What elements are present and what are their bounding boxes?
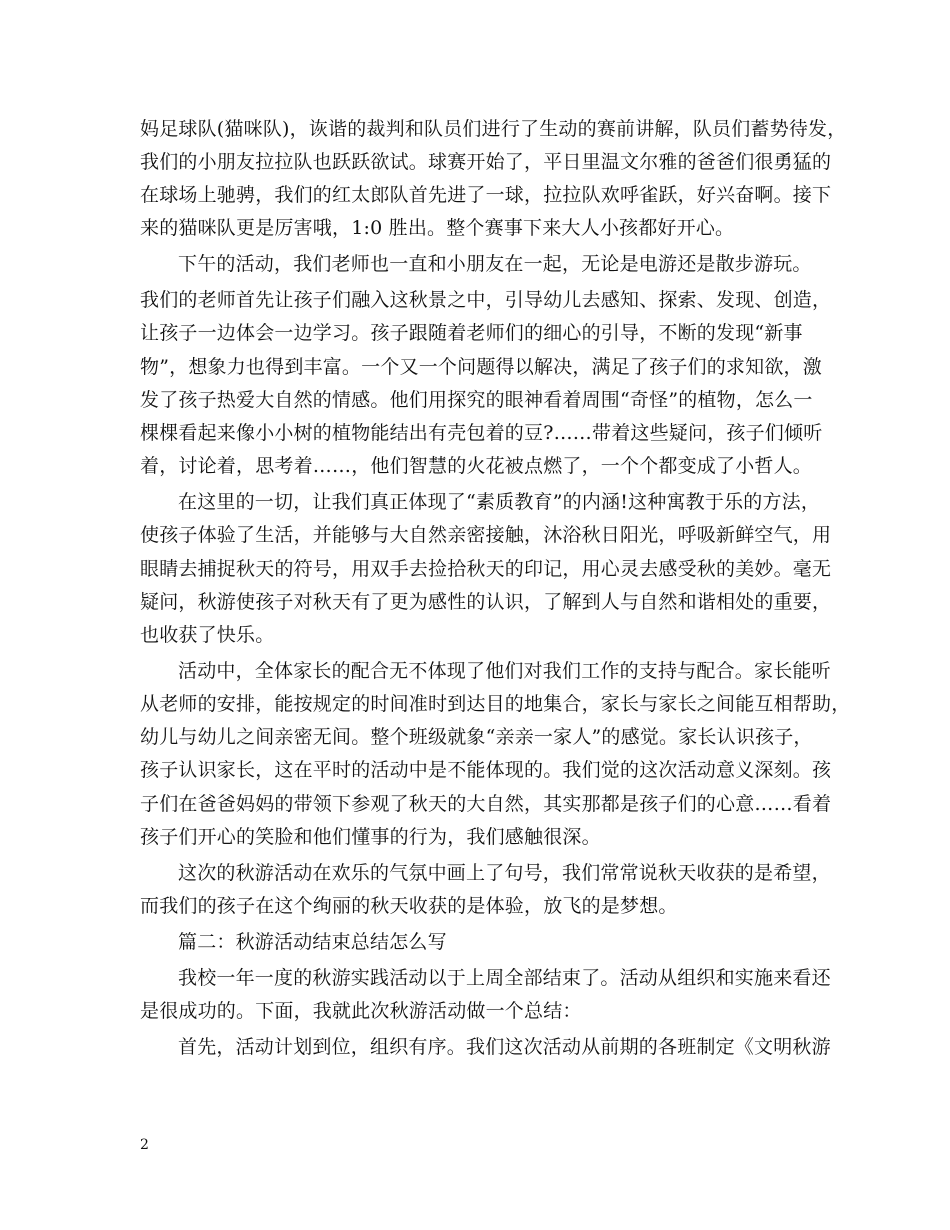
- text-line: 眼睛去捕捉秋天的符号，用双手去捡拾秋天的印记，用心灵去感受秋的美妙。毫无: [140, 558, 832, 580]
- text-line: 在这里的一切，让我们真正体现了“素质教育”的内涵!这种寓教于乐的方法，: [178, 491, 821, 513]
- text-line: 妈足球队(猫咪队)，诙谐的裁判和队员们进行了生动的赛前讲解，队员们蓄势待发，: [140, 118, 847, 140]
- text-line: 棵棵看起来像小小树的植物能结出有壳包着的豆?……带着这些疑问，孩子们倾听: [140, 422, 823, 444]
- text-line: 孩子们开心的笑脸和他们懂事的行为，我们感触很深。: [140, 826, 601, 848]
- text-line: 这次的秋游活动在欢乐的气氛中画上了句号，我们常常说秋天收获的是希望，: [178, 862, 831, 884]
- text-line: 孩子认识家长，这在平时的活动中是不能体现的。我们觉的这次活动意义深刻。孩: [140, 759, 832, 781]
- page-number: 2: [140, 1137, 149, 1153]
- text-line: 来的猫咪队更是厉害哦，1:0 胜出。整个赛事下来大人小孩都好开心。: [140, 217, 735, 239]
- text-line: 子们在爸爸妈妈的带领下参观了秋天的大自然，其实那都是孩子们的心意……看着: [140, 793, 832, 815]
- text-line: 也收获了快乐。: [140, 624, 275, 646]
- text-line: 使孩子体验了生活，并能够与大自然亲密接触，沐浴秋日阳光，呼吸新鲜空气，用: [140, 524, 832, 546]
- text-line: 首先，活动计划到位，组织有序。我们这次活动从前期的各班制定《文明秋游: [178, 1036, 831, 1058]
- text-line: 在球场上驰骋，我们的红太郎队首先进了一球，拉拉队欢呼雀跃，好兴奋啊。接下: [140, 184, 832, 206]
- text-line: 而我们的孩子在这个绚丽的秋天收获的是体验，放飞的是梦想。: [140, 895, 678, 917]
- text-line: 下午的活动，我们老师也一直和小朋友在一起，无论是电游还是散步游玩。: [178, 253, 812, 275]
- text-line: 疑问，秋游使孩子对秋天有了更为感性的认识，了解到人与自然和谐相处的重要，: [140, 591, 832, 613]
- text-line: 活动中，全体家长的配合无不体现了他们对我们工作的支持与配合。家长能听: [178, 660, 831, 682]
- text-line: 发了孩子热爱大自然的情感。他们用探究的眼神看着周围“奇怪”的植物，怎么一: [140, 389, 813, 411]
- text-line: 让孩子一边体会一边学习。孩子跟随着老师们的细心的引导，不断的发现“新事: [140, 322, 803, 344]
- text-line: 我们的小朋友拉拉队也跃跃欲试。球赛开始了，平日里温文尔雅的爸爸们很勇猛的: [140, 151, 832, 173]
- text-line: 着，讨论着，思考着……，他们智慧的火花被点燃了，一个个都变成了小哲人。: [140, 455, 813, 477]
- text-line: 幼儿与幼儿之间亲密无间。整个班级就象“亲亲一家人”的感觉。家长认识孩子，: [140, 726, 813, 748]
- text-line: 我校一年一度的秋游实践活动以于上周全部结束了。活动从组织和实施来看还: [178, 967, 831, 989]
- text-line: 从老师的安排，能按规定的时间准时到达目的地集合，家长与家长之间能互相帮助，: [140, 693, 851, 715]
- text-line: 物”，想象力也得到丰富。一个又一个问题得以解决，满足了孩子们的求知欲，激: [140, 356, 822, 378]
- text-line: 篇二：秋游活动结束总结怎么写: [178, 931, 447, 953]
- text-line: 我们的老师首先让孩子们融入这秋景之中，引导幼儿去感知、探索、发现、创造，: [140, 289, 832, 311]
- text-line: 是很成功的。下面，我就此次秋游活动做一个总结：: [140, 1000, 582, 1022]
